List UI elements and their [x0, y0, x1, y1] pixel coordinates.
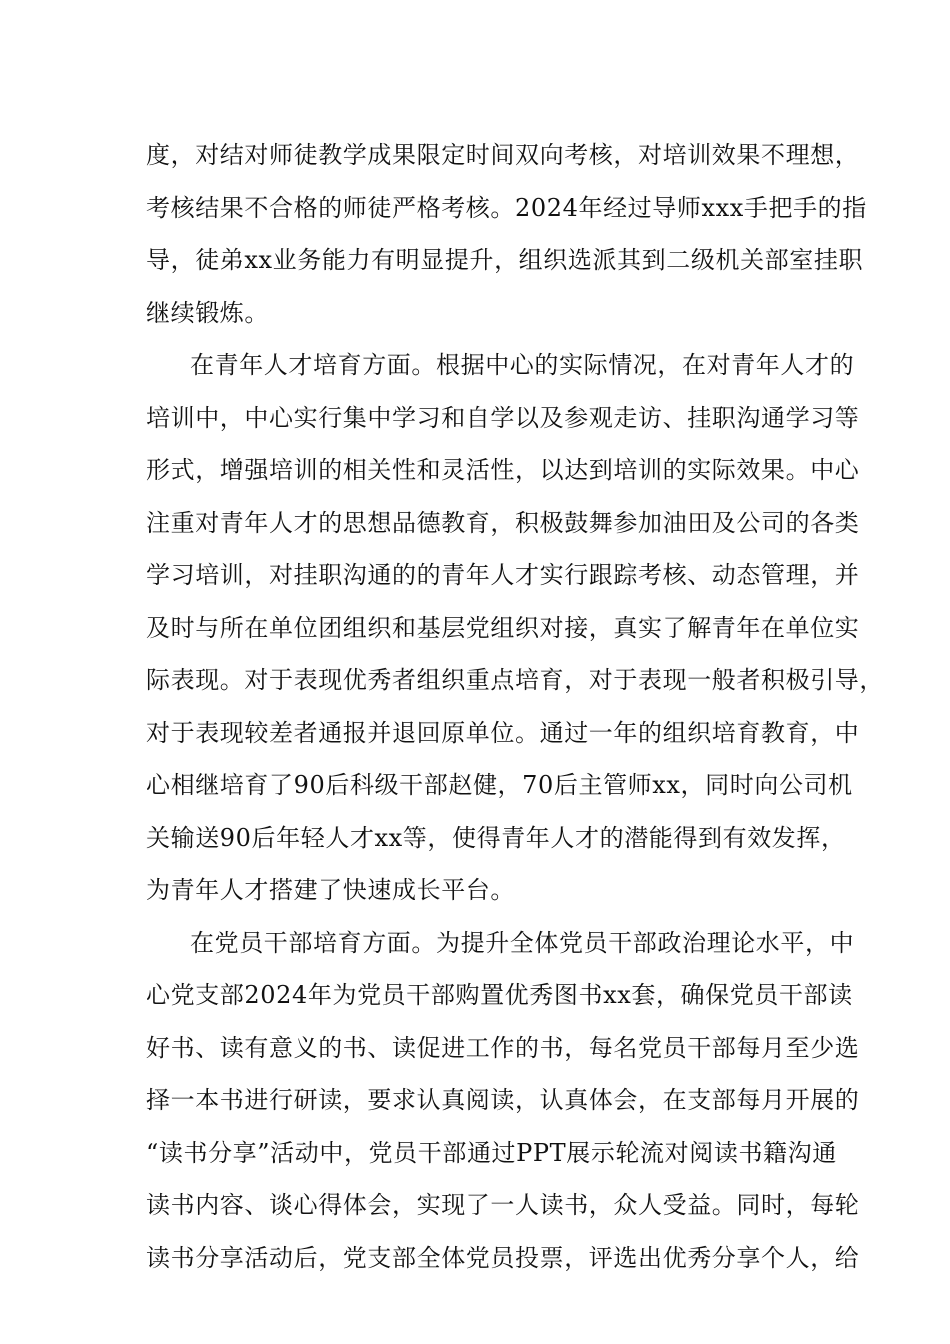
body-text	[146, 129, 884, 1284]
text-line: 学习培训，对挂职沟通的的青年人才实行跟踪考核、动态管理，并	[146, 561, 860, 589]
text-line: 在青年人才培育方面。根据中心的实际情况，在对青年人才的	[190, 351, 855, 379]
text-line: 培训中，中心实行集中学习和自学以及参观走访、挂职沟通学习等	[146, 403, 860, 432]
text-line: 好书、读有意义的书、读促进工作的书，每名党员干部每月至少选	[146, 1033, 860, 1062]
text-line: 心党支部2024年为党员干部购置优秀图书xx套，确保党员干部读	[146, 981, 853, 1009]
text-line: 际表现。对于表现优秀者组织重点培育，对于表现一般者积极引导，	[146, 666, 884, 694]
text-line: 读书分享活动后，党支部全体党员投票，评选出优秀分享个人，给	[146, 1243, 860, 1272]
text-line: 在党员干部培育方面。为提升全体党员干部政治理论水平，中	[190, 928, 855, 957]
text-line: 注重对青年人才的思想品德教育，积极鼓舞参加油田及公司的各类	[146, 508, 860, 537]
text-line: “读书分享”活动中，党员干部通过PPT展示轮流对阅读书籍沟通	[146, 1138, 837, 1167]
text-line: 形式，增强培训的相关性和灵活性，以达到培训的实际效果。中心	[146, 456, 860, 484]
text-line: 为青年人才搭建了快速成长平台。	[146, 876, 515, 904]
text-line: 关输送90后年轻人才xx等，使得青年人才的潜能得到有效发挥，	[146, 823, 846, 852]
text-line: 度，对结对师徒教学成果限定时间双向考核，对培训效果不理想，	[146, 141, 860, 169]
text-line: 择一本书进行研读，要求认真阅读，认真体会，在支部每月开展的	[146, 1086, 860, 1114]
text-line: 对于表现较差者通报并退回原单位。通过一年的组织培育教育，中	[146, 718, 860, 747]
text-line: 考核结果不合格的师徒严格考核。2024年经过导师xxx手把手的指	[146, 193, 867, 222]
text-line: 继续锻炼。	[146, 298, 269, 327]
text-line: 读书内容、谈心得体会，实现了一人读书，众人受益。同时，每轮	[146, 1191, 860, 1219]
text-line: 心相继培育了90后科级干部赵健，70后主管师xx，同时向公司机	[146, 771, 853, 799]
text-line: 导，徒弟xx业务能力有明显提升，组织选派其到二级机关部室挂职	[146, 246, 864, 274]
text-line: 及时与所在单位团组织和基层党组织对接，真实了解青年在单位实	[146, 613, 860, 642]
